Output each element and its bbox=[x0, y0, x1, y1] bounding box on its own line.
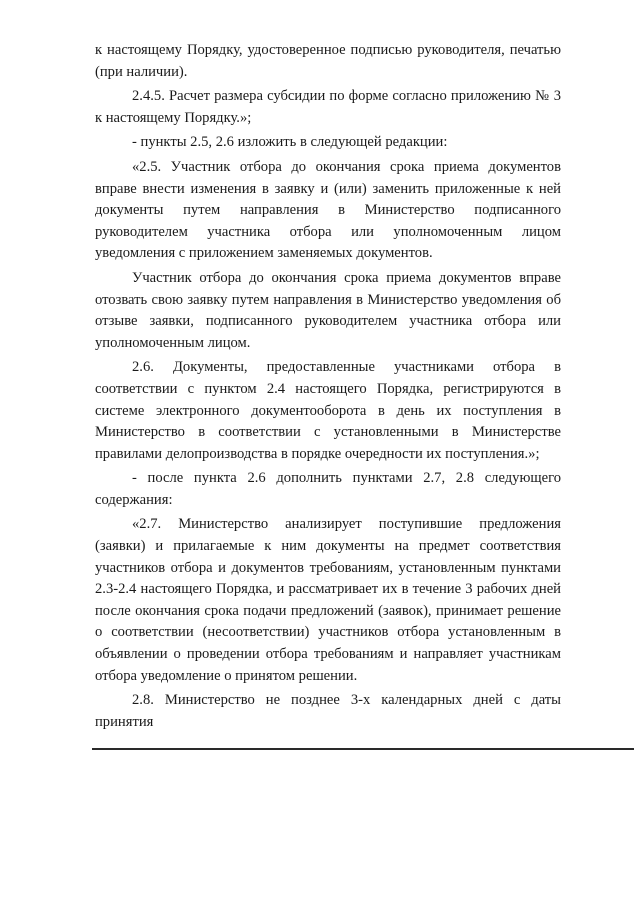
document-body bbox=[95, 40, 561, 736]
paragraph-2-7: «2.7. Министерство анализирует поступившие предложения (заявки) и прилагаемые к ним документы на предмет соответствия участников отбора и документов требованиям, установленным пунктами 2.3-2.4 настоящего Порядка, и рассматривает их в течение 3 рабочих дней после окончания срока подачи предложений (заявок), принимает решение о соответствии (несоответствии) участников отбора установленным в объявлении о проведении отбора требованиям и направляет участникам отбора уведомление о принятом решении. bbox=[95, 516, 561, 684]
paragraph-continuation: к настоящему Порядку, удостоверенное подписью руководителя, печатью (при наличии). bbox=[95, 42, 561, 80]
paragraph-2-8: 2.8. Министерство не позднее 3-х календарных дней с даты принятия bbox=[95, 692, 561, 730]
paragraph-withdraw: Участник отбора до окончания срока приема документов вправе отозвать свою заявку путем направления в Министерство уведомления об отзыве заявки, подписанного руководителем участника отбора или уполномоченным лицом. bbox=[95, 269, 561, 351]
paragraph-add-2-7-2-8: - после пункта 2.6 дополнить пунктами 2.7, 2.8 следующего содержания: bbox=[95, 470, 561, 508]
paragraph-2-6: 2.6. Документы, предоставленные участниками отбора в соответствии с пунктом 2.4 настоящего Порядка, регистрируются в системе электронного документооборота в день их поступления в Министерство в соответствии с установленными в Министерстве правилами делопроизводства в порядке очередности их поступления.»; bbox=[95, 359, 561, 462]
paragraph-2-5: «2.5. Участник отбора до окончания срока приема документов вправе внести изменения в заявку и (или) заменить приложенные к ней документы путем направления в Министерство подписанного руководителем участника отбора или уполномоченным лицом уведомления с приложением заменяемых документов. bbox=[95, 158, 561, 262]
scan-edge-line bbox=[92, 748, 634, 750]
paragraph-2-4-5: 2.4.5. Расчет размера субсидии по форме согласно приложению № 3 к настоящему Порядку.»; bbox=[95, 88, 561, 126]
paragraph-amend-2-5-2-6: - пункты 2.5, 2.6 изложить в следующей редакции: bbox=[132, 134, 448, 151]
